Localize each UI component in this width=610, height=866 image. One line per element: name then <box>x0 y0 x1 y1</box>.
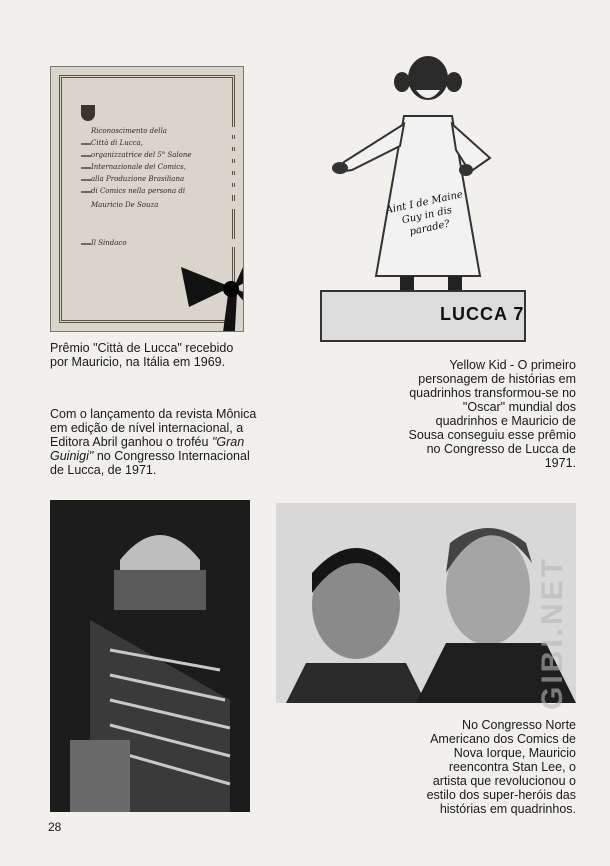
caption-monica <box>50 407 262 477</box>
mauricio-stan-lee-photo <box>276 503 576 703</box>
robe-text: Aint I de Maine Guy in dis parade? <box>384 189 464 238</box>
caption-monica-italic: "Gran Guinigi" <box>50 435 245 463</box>
trophy-plate: LUCCA 7 <box>440 304 525 324</box>
caption-premio: Prêmio "Città de Lucca" recebido por Mauricio, na Itália em 1969. <box>50 341 234 369</box>
certificate-line: Il Sindaco <box>91 239 241 247</box>
certificate-line: Città di Lucca, <box>91 139 241 147</box>
caption-monica-before: Com o lançamento da revista Mônica em edição de nível internacional, a Editora Abril ganhou o troféu <box>50 407 257 449</box>
crest-icon <box>81 105 95 121</box>
certificate-line: Internazionale dei Comics, <box>91 163 241 171</box>
page-number: 28 <box>48 820 62 834</box>
gran-guinigi-illustration <box>50 500 250 812</box>
caption-yellow-kid: Yellow Kid - O primeiro personagem de histórias em quadrinhos transformou-se no "Oscar" mundial dos quadrinhos e Mauricio de Sousa conseguiu esse prêmio no Congresso de Lucca de 1971. <box>408 358 576 470</box>
caption-stan-lee: No Congresso Norte Americano dos Comics de Nova Iorque, Mauricio reencontra Stan Lee, o artista que revolucionou o estilo dos super-heróis das histórias em quadrinhos. <box>426 718 576 816</box>
certificate-line: organizzatrice del 5° Salone <box>91 151 241 159</box>
trophy-photo <box>320 50 528 346</box>
certificate-photo <box>50 66 244 332</box>
certificate-line: alla Produzione Brasiliana <box>91 175 241 183</box>
certificate-line: di Comics nella persona di <box>91 187 241 195</box>
certificate-line: Riconoscimento della <box>91 127 241 135</box>
certificate-line: Mauricio De Souza <box>91 201 241 209</box>
ribbon-icon <box>171 247 244 332</box>
watermark: GIBI.NET <box>536 555 569 710</box>
caption-monica-after: no Congresso Internacional de Lucca, de 1971. <box>50 449 250 477</box>
